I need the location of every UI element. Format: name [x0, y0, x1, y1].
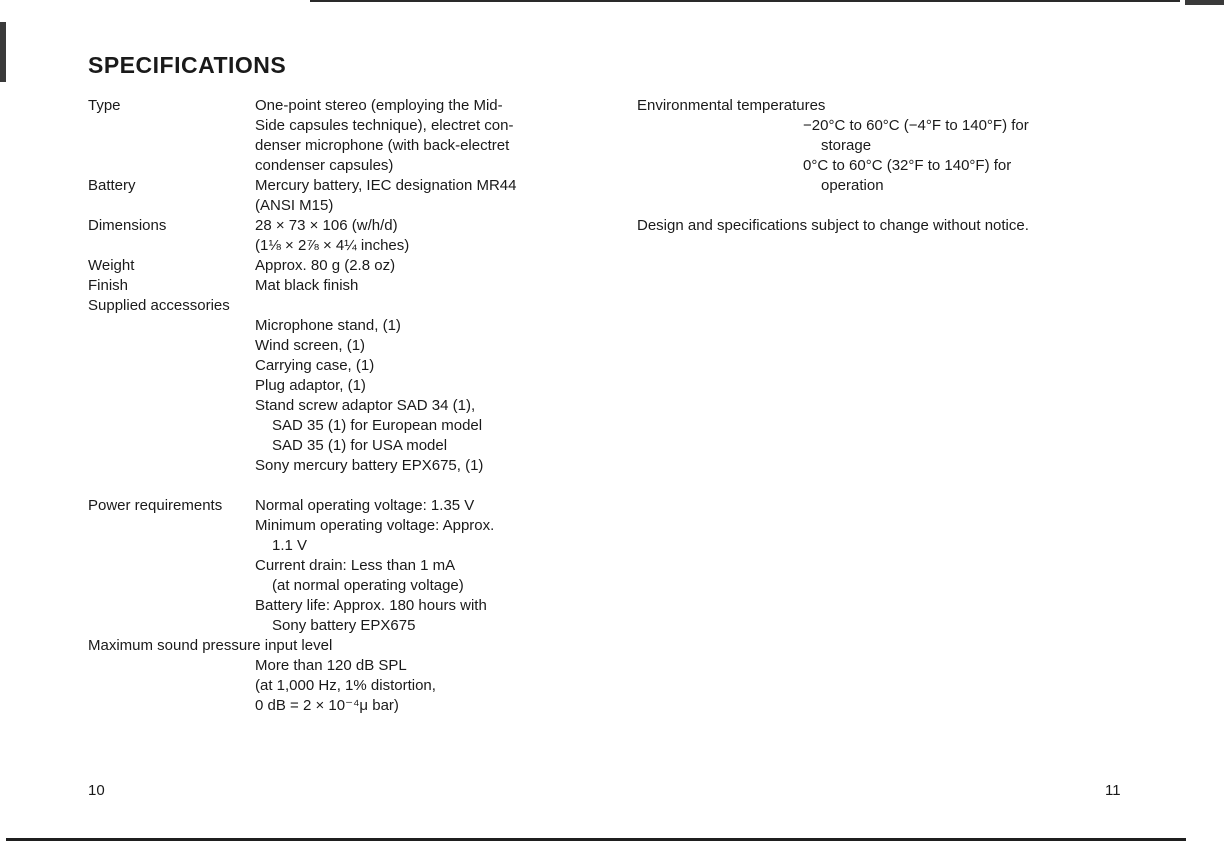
spec-value-line: (at 1,000 Hz, 1% distortion, [255, 677, 436, 694]
accessory-sub-item: SAD 35 (1) for USA model [272, 437, 448, 454]
scan-edge-top-right [1185, 0, 1224, 5]
spec-value-line: Battery life: Approx. 180 hours with [255, 597, 487, 614]
accessory-item: Microphone stand, (1) [255, 317, 401, 334]
spec-label: Weight [88, 257, 135, 274]
spec-value: Mat black finish [255, 277, 359, 294]
spec-value [255, 216, 588, 256]
spec-type [88, 96, 588, 176]
page-title: SPECIFICATIONS [88, 52, 287, 78]
spec-power [88, 496, 588, 636]
spec-value-line: storage [821, 137, 872, 154]
spec-value-line: More than 120 dB SPL [255, 657, 407, 674]
accessory-item: Stand screw adaptor SAD 34 (1), [255, 397, 476, 414]
spec-value-line: 0°C to 60°C (32°F to 140°F) for [803, 157, 1012, 174]
spec-value-line: (1⅛ × 2⅞ × 4¼ inches) [255, 237, 410, 254]
spec-label: Power requirements [88, 497, 223, 514]
spec-value-line: Mercury battery, IEC designation MR44 [255, 177, 517, 194]
accessory-item: Plug adaptor, (1) [255, 377, 366, 394]
spec-accessories [88, 296, 588, 476]
spec-max-spl [88, 636, 588, 716]
specs-left-column [88, 96, 588, 716]
spec-dimensions [88, 216, 588, 256]
spec-value-line: 28 × 73 × 106 (w/h/d) [255, 217, 398, 234]
page-number-left: 10 [88, 782, 105, 799]
spec-battery [88, 176, 588, 216]
spec-value-line: Current drain: Less than 1 mA [255, 557, 456, 574]
spec-value [255, 96, 588, 176]
spec-value-line: Side capsules technique), electret con- [255, 117, 514, 134]
spacer [88, 476, 588, 496]
spec-value-line: (ANSI M15) [255, 197, 334, 214]
spec-value-line: (at normal operating voltage) [272, 577, 464, 594]
spec-label: Supplied accessories [88, 297, 230, 314]
spec-value-line: Sony battery EPX675 [272, 617, 416, 634]
spec-finish [88, 276, 588, 296]
spec-value [255, 176, 588, 216]
spec-label: Battery [88, 177, 136, 194]
spec-label: Dimensions [88, 217, 167, 234]
accessory-sub-item: SAD 35 (1) for European model [272, 417, 483, 434]
spec-label: Finish [88, 277, 129, 294]
spec-label: Type [88, 97, 121, 114]
spec-value-line: 1.1 V [272, 537, 308, 554]
spec-label: Environmental temperatures [637, 97, 826, 114]
spec-value-line: denser microphone (with back-electret [255, 137, 510, 154]
spec-value-line: 0 dB = 2 × 10⁻⁴μ bar) [255, 697, 399, 714]
accessory-item: Sony mercury battery EPX675, (1) [255, 457, 484, 474]
page-number-right: 11 [1105, 782, 1121, 799]
spec-label: Maximum sound pressure input level [88, 637, 333, 654]
specs-right-column [637, 96, 1117, 236]
notice-text: Design and specifications subject to change without notice. [637, 217, 1029, 234]
accessory-item: Carrying case, (1) [255, 357, 375, 374]
accessory-item: Wind screen, (1) [255, 337, 366, 354]
scan-edge-top [310, 0, 1180, 2]
spec-value: Approx. 80 g (2.8 oz) [255, 257, 396, 274]
spec-value-line: One-point stereo (employing the Mid- [255, 97, 503, 114]
spec-value-line: operation [821, 177, 884, 194]
scan-edge-left [0, 22, 6, 82]
spec-value-line: −20°C to 60°C (−4°F to 140°F) for [803, 117, 1029, 134]
spec-value-line: condenser capsules) [255, 157, 394, 174]
scan-edge-bottom [6, 838, 1186, 841]
spec-value-line: Minimum operating voltage: Approx. [255, 517, 495, 534]
spec-value-line: Normal operating voltage: 1.35 V [255, 497, 475, 514]
spec-weight [88, 256, 588, 276]
